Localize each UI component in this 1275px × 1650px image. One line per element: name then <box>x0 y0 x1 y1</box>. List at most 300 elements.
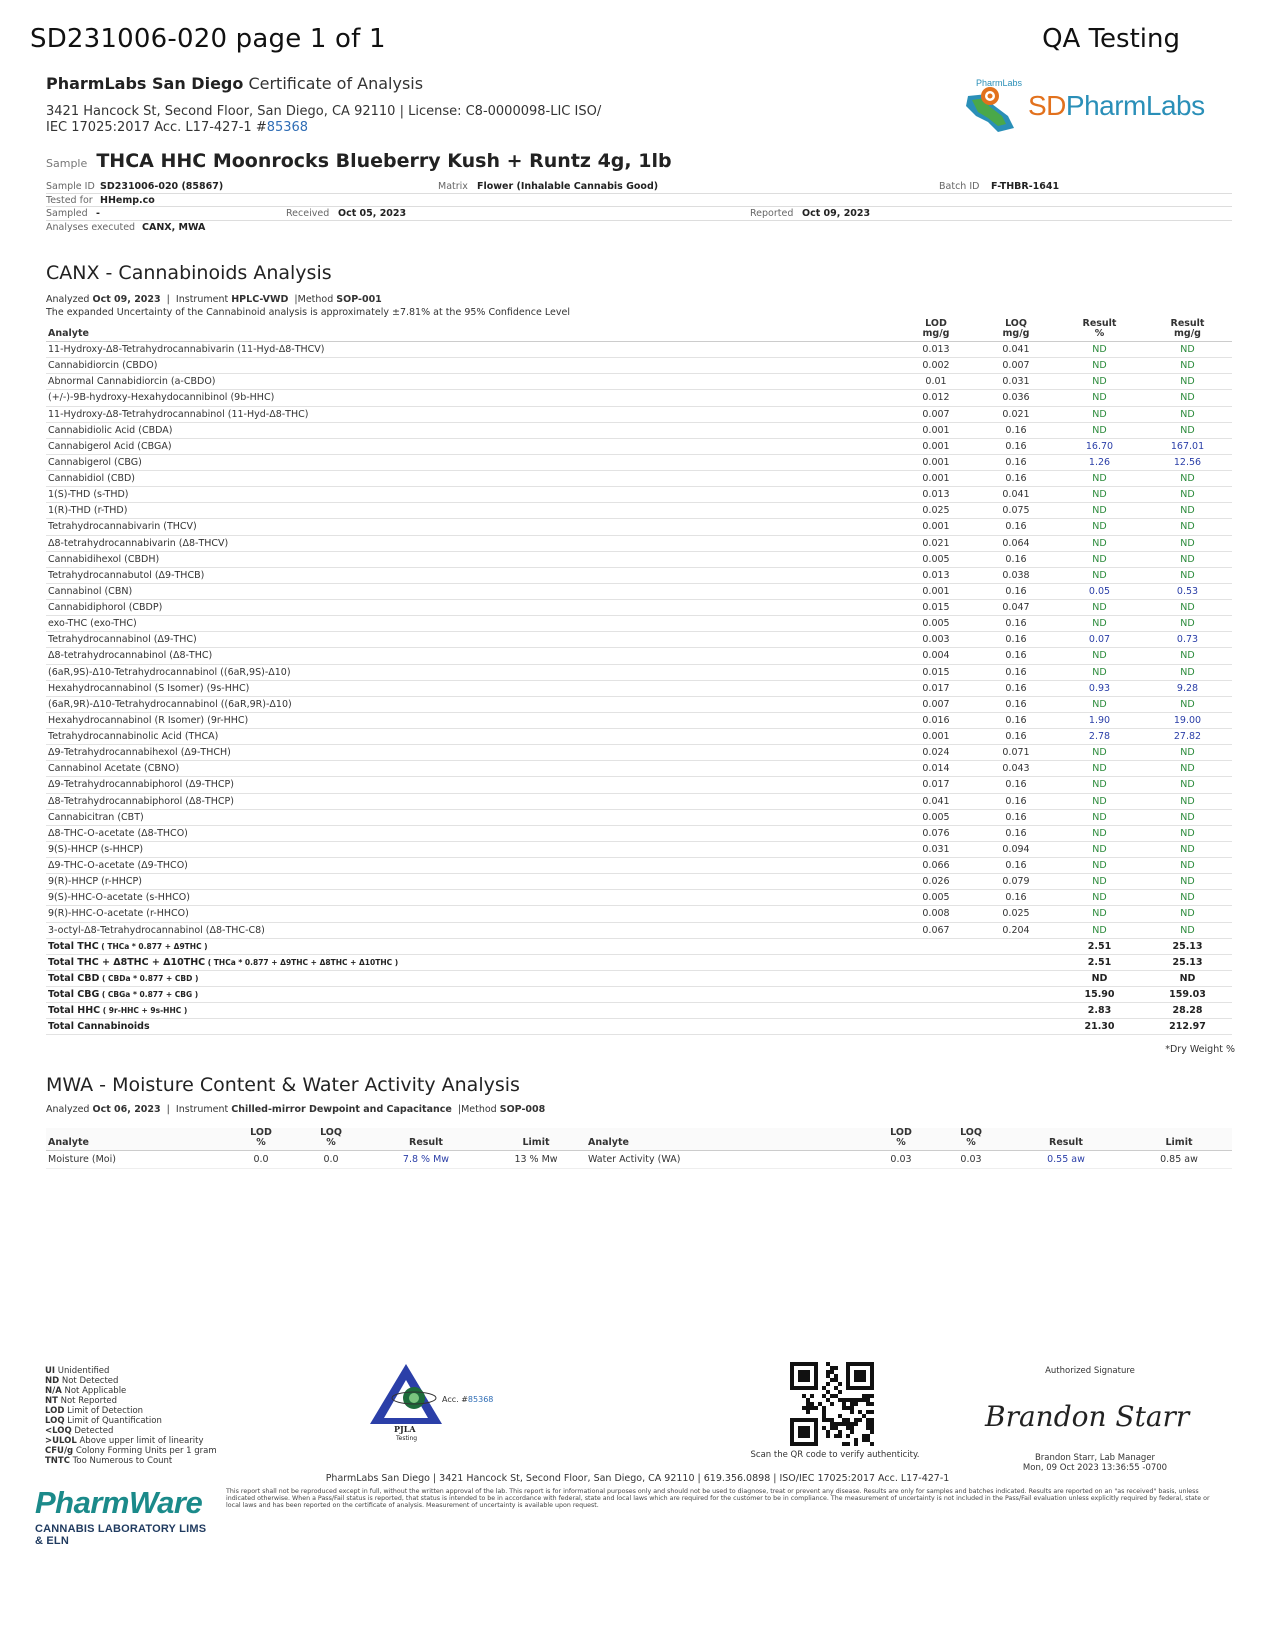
sampled-label: Sampled <box>46 208 88 219</box>
meta-row-1 <box>46 180 1232 194</box>
total-row <box>46 987 1232 1003</box>
tested-for: HHemp.co <box>100 194 155 206</box>
lod-value: 0.001 <box>896 729 976 745</box>
lod-value: 0.001 <box>896 583 976 599</box>
lod-value: 0.001 <box>896 471 976 487</box>
table-row <box>46 551 1232 567</box>
table-row <box>46 535 1232 551</box>
document-id: SD231006-020 page 1 of 1 <box>30 24 386 54</box>
loq-value: 0.16 <box>976 793 1056 809</box>
result-mg-g: ND <box>1143 616 1232 632</box>
lod-value: 0.013 <box>896 487 976 503</box>
result-mg-g: ND <box>1143 858 1232 874</box>
total-formula: ( CBGa * 0.877 + CBG ) <box>99 990 199 1000</box>
loq-value: 0.16 <box>976 890 1056 906</box>
empty-cell <box>976 954 1056 970</box>
cannabinoids-table <box>46 319 1232 1035</box>
table-row <box>46 793 1232 809</box>
total-formula: ( THCa * 0.877 + Δ9THC + Δ8THC + Δ10THC ) <box>205 957 399 967</box>
table-row <box>46 841 1232 857</box>
analyte-name: Δ8-tetrahydrocannabinol (Δ8-THC) <box>46 648 896 664</box>
analyte-name: 1(R)-THD (r-THD) <box>46 503 896 519</box>
col-result-mg: Result mg/g <box>1143 319 1232 342</box>
result-percent: ND <box>1056 535 1143 551</box>
analyte-name: (6aR,9R)-Δ10-Tetrahydrocannabinol ((6aR,9R)-Δ10) <box>46 696 896 712</box>
moisture-result: 7.8 % Mw <box>366 1151 486 1169</box>
table-row <box>46 600 1232 616</box>
analyte-name: Δ8-tetrahydrocannabivarin (Δ8-THCV) <box>46 535 896 551</box>
legend-item: ND Not Detected <box>45 1376 119 1386</box>
analyte-name: 9(S)-HHC-O-acetate (s-HHCO) <box>46 890 896 906</box>
total-formula: ( CBDa * 0.877 + CBD ) <box>99 973 199 983</box>
result-percent: 0.07 <box>1056 632 1143 648</box>
canx-analyzed-date: Oct 09, 2023 <box>92 294 161 305</box>
cannabinoids-body <box>46 342 1232 1035</box>
analyses-value: CANX, MWA <box>142 221 206 233</box>
address-line: 3421 Hancock St, Second Floor, San Diego, CA 92110 | License: C8-0000098-LIC ISO/ <box>46 104 602 119</box>
loq-value: 0.16 <box>976 680 1056 696</box>
loq-value: 0.16 <box>976 777 1056 793</box>
lod-value: 0.024 <box>896 745 976 761</box>
loq-value: 0.041 <box>976 342 1056 358</box>
total-label: Total CBD ( CBDa * 0.877 + CBD ) <box>46 970 896 986</box>
total-label: Total Cannabinoids <box>46 1019 896 1035</box>
table-row <box>46 664 1232 680</box>
legend-item: N/A Not Applicable <box>45 1386 127 1396</box>
empty-cell <box>896 938 976 954</box>
table-row <box>46 858 1232 874</box>
abbreviation-legend <box>45 1366 217 1466</box>
analyte-name: Hexahydrocannabinol (S Isomer) (9s-HHC) <box>46 680 896 696</box>
loq-value: 0.031 <box>976 374 1056 390</box>
legend-item: LOD Limit of Detection <box>45 1406 144 1416</box>
lod-value: 0.031 <box>896 841 976 857</box>
total-percent: 2.51 <box>1056 938 1143 954</box>
loq-value: 0.16 <box>976 809 1056 825</box>
loq-value: 0.075 <box>976 503 1056 519</box>
table-row <box>46 825 1232 841</box>
total-label: Total THC + Δ8THC + Δ10THC ( THCa * 0.877 + Δ9THC + Δ8THC + Δ10THC ) <box>46 954 896 970</box>
empty-cell <box>896 970 976 986</box>
lod-value: 0.017 <box>896 777 976 793</box>
total-percent: ND <box>1056 970 1143 986</box>
result-mg-g: 12.56 <box>1143 454 1232 470</box>
col-result-pct: Result % <box>1056 319 1143 342</box>
table-row <box>46 890 1232 906</box>
result-percent: ND <box>1056 551 1143 567</box>
batch-id: F-THBR-1641 <box>991 181 1060 192</box>
total-mg-g: 159.03 <box>1143 987 1232 1003</box>
result-percent: 2.78 <box>1056 729 1143 745</box>
total-mg-g: 212.97 <box>1143 1019 1232 1035</box>
matrix-label: Matrix <box>438 181 468 192</box>
lod-value: 0.001 <box>896 422 976 438</box>
analyses-label: Analyses executed <box>46 221 136 233</box>
water-activity-loq: 0.03 <box>936 1151 1006 1169</box>
mwa-col-result-2: Result <box>1006 1128 1126 1151</box>
mwa-analysis-info: Analyzed Oct 06, 2023 | Instrument Chilled-mirror Dewpoint and Capacitance |Method SOP-008 <box>46 1104 546 1115</box>
signature-date: Mon, 09 Oct 2023 13:36:55 -0700 <box>1022 1463 1168 1473</box>
loq-value: 0.094 <box>976 841 1056 857</box>
received-label: Received <box>286 208 330 219</box>
mwa-col-analyte-2: Analyte <box>586 1128 866 1151</box>
lod-value: 0.001 <box>896 454 976 470</box>
loq-value: 0.16 <box>976 471 1056 487</box>
table-row <box>46 342 1232 358</box>
legend-item: UI Unidentified <box>45 1366 110 1376</box>
result-mg-g: 0.53 <box>1143 583 1232 599</box>
qr-code-icon <box>790 1362 874 1446</box>
result-mg-g: 19.00 <box>1143 712 1232 728</box>
loq-value: 0.043 <box>976 761 1056 777</box>
table-row <box>46 632 1232 648</box>
lod-value: 0.067 <box>896 922 976 938</box>
result-percent: ND <box>1056 471 1143 487</box>
result-mg-g: ND <box>1143 825 1232 841</box>
loq-value: 0.16 <box>976 438 1056 454</box>
result-mg-g: 27.82 <box>1143 729 1232 745</box>
table-row <box>46 922 1232 938</box>
total-label: Total THC ( THCa * 0.877 + Δ9THC ) <box>46 938 896 954</box>
canx-title: CANX - Cannabinoids Analysis <box>46 262 332 284</box>
table-row <box>46 454 1232 470</box>
lod-value: 0.005 <box>896 809 976 825</box>
lod-value: 0.004 <box>896 648 976 664</box>
result-mg-g: ND <box>1143 745 1232 761</box>
batch-label: Batch ID <box>939 181 980 192</box>
lab-title-line <box>46 74 423 93</box>
total-row <box>46 1003 1232 1019</box>
sample-name: THCA HHC Moonrocks Blueberry Kush + Runtz 4g, 1lb <box>96 150 672 172</box>
result-mg-g: ND <box>1143 471 1232 487</box>
col-lod: LOD mg/g <box>896 319 976 342</box>
legend-item: <LOQ Detected <box>45 1426 114 1436</box>
table-row <box>46 471 1232 487</box>
analyte-name: Tetrahydrocannabinol (Δ9-THC) <box>46 632 896 648</box>
empty-cell <box>896 954 976 970</box>
table-row <box>46 487 1232 503</box>
result-percent: 0.05 <box>1056 583 1143 599</box>
analyte-name: (+/-)-9B-hydroxy-Hexahydocannibinol (9b-HHC) <box>46 390 896 406</box>
analyte-name: 3-octyl-Δ8-Tetrahydrocannabinol (Δ8-THC-C8) <box>46 922 896 938</box>
loq-value: 0.038 <box>976 567 1056 583</box>
loq-value: 0.16 <box>976 729 1056 745</box>
handwritten-signature <box>975 1390 1205 1440</box>
lod-value: 0.003 <box>896 632 976 648</box>
accreditation-link[interactable]: 85368 <box>266 120 309 135</box>
analyte-name: 11-Hydroxy-Δ8-Tetrahydrocannabivarin (11-Hyd-Δ8-THCV) <box>46 342 896 358</box>
analyte-name: 9(S)-HHCP (s-HHCP) <box>46 841 896 857</box>
table-row <box>46 745 1232 761</box>
result-mg-g: ND <box>1143 503 1232 519</box>
sample-label: Sample <box>46 157 88 170</box>
result-mg-g: ND <box>1143 906 1232 922</box>
signature-image <box>975 1390 1205 1440</box>
result-percent: ND <box>1056 809 1143 825</box>
result-mg-g: 0.73 <box>1143 632 1232 648</box>
lod-value: 0.007 <box>896 406 976 422</box>
table-row <box>46 906 1232 922</box>
loq-value: 0.16 <box>976 616 1056 632</box>
pjla-sub: Testing <box>396 1435 418 1442</box>
analyte-name: Cannabigerol (CBG) <box>46 454 896 470</box>
lod-value: 0.005 <box>896 551 976 567</box>
loq-value: 0.036 <box>976 390 1056 406</box>
total-label: Total CBG ( CBGa * 0.877 + CBG ) <box>46 987 896 1003</box>
sdpharmlabs-logo <box>958 76 1238 138</box>
lod-value: 0.016 <box>896 712 976 728</box>
water-activity-lod: 0.03 <box>866 1151 936 1169</box>
result-mg-g: ND <box>1143 358 1232 374</box>
canx-uncertainty: The expanded Uncertainty of the Cannabinoid analysis is approximately ±7.81% at the 95% Confidence Level <box>46 307 570 318</box>
empty-cell <box>896 1019 976 1035</box>
lod-value: 0.015 <box>896 600 976 616</box>
footer-address: PharmLabs San Diego | 3421 Hancock St, Second Floor, San Diego, CA 92110 | 619.356.0898 | ISO/IEC 17025:2017 Acc. L17-427-1 <box>325 1473 950 1484</box>
loq-value: 0.16 <box>976 583 1056 599</box>
loq-value: 0.16 <box>976 454 1056 470</box>
empty-cell <box>976 938 1056 954</box>
result-percent: ND <box>1056 648 1143 664</box>
lod-value: 0.002 <box>896 358 976 374</box>
sampled-value: - <box>96 208 100 219</box>
signatory-name: Brandon Starr, Lab Manager <box>1034 1453 1156 1463</box>
result-percent: ND <box>1056 874 1143 890</box>
table-row <box>46 761 1232 777</box>
loq-value: 0.16 <box>976 422 1056 438</box>
loq-value: 0.047 <box>976 600 1056 616</box>
table-row <box>46 374 1232 390</box>
analyte-name: Cannabinol Acetate (CBNO) <box>46 761 896 777</box>
signature-header: Authorized Signature <box>1045 1366 1135 1376</box>
result-mg-g: ND <box>1143 422 1232 438</box>
table-row <box>46 616 1232 632</box>
result-mg-g: ND <box>1143 696 1232 712</box>
result-percent: ND <box>1056 374 1143 390</box>
table-row <box>46 696 1232 712</box>
footer-disclaimer: This report shall not be reproduced except in full, without the written approval of the lab. This report is for informational purposes only and should not be used to diagnose, treat or prevent any disease. Results are only for samples and batches indicated. Results are reported on an "as received" basis, unless indicated otherwise. When a Pass/Fail status is reported, that status is intended to be in accordance with federal, state and local laws which are required for the customer to be in compliance. The measurement of uncertainty is not included in the Pass/Fail evaluation unless explicitly required by federal, state or local laws and has been reported on the certificate of analysis. Measurement of uncertainty is available upon request. <box>226 1488 1210 1509</box>
pjla-acc-link[interactable]: 85368 <box>467 1395 494 1404</box>
california-map-icon <box>958 76 1028 138</box>
analyte-name: Cannabicitran (CBT) <box>46 809 896 825</box>
result-percent: ND <box>1056 696 1143 712</box>
signature-script: Brandon Starr <box>985 1400 1190 1433</box>
analyte-name: 9(R)-HHC-O-acetate (r-HHCO) <box>46 906 896 922</box>
total-percent: 2.83 <box>1056 1003 1143 1019</box>
result-mg-g: ND <box>1143 535 1232 551</box>
logo-wordmark: SDPharmLabs <box>1028 90 1205 121</box>
result-percent: ND <box>1056 825 1143 841</box>
loq-value: 0.064 <box>976 535 1056 551</box>
lod-value: 0.066 <box>896 858 976 874</box>
moisture-analyte: Moisture (Moi) <box>46 1151 226 1169</box>
qr-caption: Scan the QR code to verify authenticity. <box>750 1450 920 1460</box>
loq-value: 0.16 <box>976 648 1056 664</box>
loq-value: 0.16 <box>976 551 1056 567</box>
table-row <box>46 729 1232 745</box>
total-mg-g: 25.13 <box>1143 938 1232 954</box>
result-percent: ND <box>1056 777 1143 793</box>
lod-value: 0.041 <box>896 793 976 809</box>
moisture-limit: 13 % Mw <box>486 1151 586 1169</box>
signatory <box>990 1453 1200 1473</box>
result-percent: ND <box>1056 390 1143 406</box>
total-formula: ( THCa * 0.877 + Δ9THC ) <box>98 941 208 951</box>
verification-qr-code[interactable] <box>790 1362 874 1446</box>
mwa-col-result-1: Result <box>366 1128 486 1151</box>
analyte-name: Cannabidiphorol (CBDP) <box>46 600 896 616</box>
analyte-name: Δ9-Tetrahydrocannabiphorol (Δ9-THCP) <box>46 777 896 793</box>
result-mg-g: ND <box>1143 342 1232 358</box>
moisture-header-row <box>46 1128 1232 1151</box>
analyte-name: (6aR,9S)-Δ10-Tetrahydrocannabinol ((6aR,9S)-Δ10) <box>46 664 896 680</box>
empty-cell <box>976 970 1056 986</box>
lod-value: 0.015 <box>896 664 976 680</box>
doc-type: Certificate of Analysis <box>248 74 424 93</box>
lod-value: 0.01 <box>896 374 976 390</box>
mwa-col-lod-2: LOD % <box>866 1128 936 1151</box>
canx-instrument: HPLC-VWD <box>231 294 289 305</box>
result-mg-g: ND <box>1143 874 1232 890</box>
canx-method: SOP-001 <box>336 294 382 305</box>
reported-label: Reported <box>750 208 794 219</box>
total-row <box>46 1019 1232 1035</box>
sample-title <box>46 150 672 172</box>
table-row <box>46 406 1232 422</box>
total-mg-g: ND <box>1143 970 1232 986</box>
water-activity-result: 0.55 aw <box>1006 1151 1126 1169</box>
mwa-title: MWA - Moisture Content & Water Activity Analysis <box>46 1074 520 1096</box>
table-row <box>46 680 1232 696</box>
cannabinoids-header-row <box>46 319 1232 342</box>
pjla-badge <box>370 1362 494 1442</box>
moisture-lod: 0.0 <box>226 1151 296 1169</box>
analyte-name: exo-THC (exo-THC) <box>46 616 896 632</box>
table-row <box>46 422 1232 438</box>
sample-id: SD231006-020 (85867) <box>100 181 224 192</box>
result-percent: ND <box>1056 906 1143 922</box>
result-percent: 1.90 <box>1056 712 1143 728</box>
table-row <box>46 874 1232 890</box>
result-percent: ND <box>1056 358 1143 374</box>
loq-value: 0.007 <box>976 358 1056 374</box>
result-percent: ND <box>1056 745 1143 761</box>
legend-item: CFU/g Colony Forming Units per 1 gram <box>45 1446 217 1456</box>
loq-value: 0.16 <box>976 825 1056 841</box>
logo-arc-text: PharmLabs <box>976 78 1023 88</box>
lod-value: 0.025 <box>896 503 976 519</box>
lod-value: 0.005 <box>896 616 976 632</box>
pharmware-wordmark: PharmWare <box>35 1485 203 1520</box>
received-date: Oct 05, 2023 <box>338 208 407 219</box>
lod-value: 0.005 <box>896 890 976 906</box>
analyte-name: Abnormal Cannabidiorcin (a-CBDO) <box>46 374 896 390</box>
tested-for-label: Tested for <box>46 194 93 206</box>
result-mg-g: ND <box>1143 487 1232 503</box>
mwa-col-lod-1: LOD % <box>226 1128 296 1151</box>
result-mg-g: ND <box>1143 841 1232 857</box>
total-row <box>46 970 1232 986</box>
analyte-name: Cannabidiol (CBD) <box>46 471 896 487</box>
result-percent: ND <box>1056 664 1143 680</box>
result-percent: ND <box>1056 519 1143 535</box>
loq-value: 0.16 <box>976 712 1056 728</box>
empty-cell <box>896 1003 976 1019</box>
table-row <box>46 648 1232 664</box>
analyte-name: 11-Hydroxy-Δ8-Tetrahydrocannabinol (11-Hyd-Δ8-THC) <box>46 406 896 422</box>
table-row <box>46 438 1232 454</box>
reported-date: Oct 09, 2023 <box>802 208 871 219</box>
mwa-col-loq-1: LOQ % <box>296 1128 366 1151</box>
col-analyte: Analyte <box>46 319 896 342</box>
result-percent: ND <box>1056 793 1143 809</box>
loq-value: 0.16 <box>976 696 1056 712</box>
total-mg-g: 28.28 <box>1143 1003 1232 1019</box>
result-mg-g: ND <box>1143 809 1232 825</box>
empty-cell <box>896 987 976 1003</box>
analyte-name: Cannabidiorcin (CBDO) <box>46 358 896 374</box>
empty-cell <box>976 1003 1056 1019</box>
lod-value: 0.026 <box>896 874 976 890</box>
lod-value: 0.012 <box>896 390 976 406</box>
result-percent: ND <box>1056 890 1143 906</box>
result-percent: ND <box>1056 922 1143 938</box>
legend-item: LOQ Limit of Quantification <box>45 1416 162 1426</box>
loq-value: 0.204 <box>976 922 1056 938</box>
table-row <box>46 777 1232 793</box>
meta-row-4 <box>46 221 1232 235</box>
sample-meta <box>46 180 1232 234</box>
analyte-name: Tetrahydrocannabutol (Δ9-THCB) <box>46 567 896 583</box>
result-mg-g: ND <box>1143 793 1232 809</box>
loq-value: 0.041 <box>976 487 1056 503</box>
table-row <box>46 712 1232 728</box>
result-percent: ND <box>1056 342 1143 358</box>
pjla-name: PJLA <box>394 1424 416 1434</box>
result-mg-g: ND <box>1143 551 1232 567</box>
lod-value: 0.017 <box>896 680 976 696</box>
lab-address <box>46 104 606 136</box>
mwa-col-loq-2: LOQ % <box>936 1128 1006 1151</box>
result-percent: 16.70 <box>1056 438 1143 454</box>
result-percent: ND <box>1056 616 1143 632</box>
lod-value: 0.007 <box>896 696 976 712</box>
analyte-name: Cannabidihexol (CBDH) <box>46 551 896 567</box>
analyte-name: Cannabinol (CBN) <box>46 583 896 599</box>
pharmware-logo <box>35 1485 215 1545</box>
mwa-analyzed-date: Oct 06, 2023 <box>92 1104 161 1115</box>
matrix-value: Flower (Inhalable Cannabis Good) <box>477 181 659 192</box>
empty-cell <box>976 987 1056 1003</box>
moisture-loq: 0.0 <box>296 1151 366 1169</box>
result-percent: ND <box>1056 422 1143 438</box>
analyte-name: Cannabidiolic Acid (CBDA) <box>46 422 896 438</box>
result-percent: ND <box>1056 503 1143 519</box>
table-row <box>46 809 1232 825</box>
col-loq: LOQ mg/g <box>976 319 1056 342</box>
accreditation-line <box>46 120 606 136</box>
lod-value: 0.001 <box>896 519 976 535</box>
analyte-name: Δ8-Tetrahydrocannabiphorol (Δ8-THCP) <box>46 793 896 809</box>
analyte-name: Δ9-Tetrahydrocannabihexol (Δ9-THCH) <box>46 745 896 761</box>
loq-value: 0.16 <box>976 632 1056 648</box>
loq-value: 0.16 <box>976 858 1056 874</box>
pharmware-tagline: CANNABIS LABORATORY LIMS & ELN <box>35 1523 207 1547</box>
loq-value: 0.16 <box>976 519 1056 535</box>
table-row <box>46 583 1232 599</box>
loq-value: 0.071 <box>976 745 1056 761</box>
result-percent: ND <box>1056 841 1143 857</box>
result-percent: ND <box>1056 406 1143 422</box>
